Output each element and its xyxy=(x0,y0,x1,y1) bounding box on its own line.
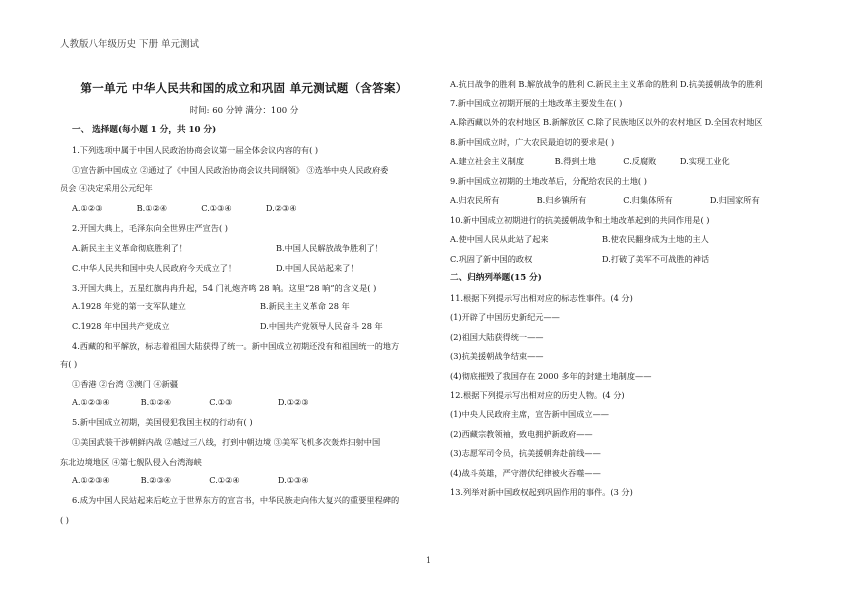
q13-stem: 13.列举对新中国政权起到巩固作用的事件。(3 分) xyxy=(450,487,633,497)
q9-option-a: A.归农民所有 xyxy=(450,195,500,205)
q4-option-b: B.①②④ xyxy=(140,397,172,407)
q4-option-d: D.①②③ xyxy=(277,397,309,407)
q1-option-b: B.①②④ xyxy=(136,203,168,213)
q2-option-b: B.中国人民解放战争胜利了！ xyxy=(276,243,383,253)
q10-option-d: D.打破了美军不可战胜的神话 xyxy=(602,254,710,264)
q4-option-a: A.①②③④ xyxy=(72,397,110,407)
q8-option-a: A.建立社会主义制度 xyxy=(450,156,525,166)
q2-option-d: D.中国人民站起来了！ xyxy=(276,263,359,273)
q1-option-d: D.②③④ xyxy=(265,203,297,213)
q5-option-d: D.①③④ xyxy=(277,475,309,485)
q11-item-4: (4)彻底摧毁了我国存在 2000 多年的封建土地制度—— xyxy=(450,371,652,381)
q8-options xyxy=(450,155,730,167)
q1-options xyxy=(72,202,297,214)
q9-option-d: D.归国家所有 xyxy=(709,195,760,205)
q1-items-line2: 员会 ④决定采用公元纪年 xyxy=(60,183,153,193)
q11-item-2: (2)祖国大陆获得统一—— xyxy=(450,332,544,342)
q6-stem-line1: 6.成为中国人民站起来后屹立于世界东方的宣言书，中华民族走向伟大复兴的重要里程碑的 xyxy=(72,495,400,505)
q10-option-b: B.使农民翻身成为土地的主人 xyxy=(602,234,709,244)
q5-option-c: C.①②④ xyxy=(209,475,240,485)
q2-stem: 2.开国大典上，毛泽东向全世界庄严宣告( ) xyxy=(72,223,228,233)
q5-items-line1: ①美国武装干涉朝鲜内战 ②越过三八线，打到中朝边境 ③美军飞机多次轰炸扫射中国 xyxy=(72,437,381,447)
q11-item-3: (3)抗美援朝战争结束—— xyxy=(450,351,544,361)
q6-options: A.抗日战争的胜利 B.解放战争的胜利 C.新民主主义革命的胜利 D.抗美援朝战争的胜利 xyxy=(450,79,763,89)
q5-items-line2: 东北边境地区 ④第七舰队侵入台湾海峡 xyxy=(60,457,202,467)
q12-item-3: (3)志愿军司令员，抗美援朝奔赴前线—— xyxy=(450,448,601,458)
q1-stem: 1.下列选项中属于中国人民政治协商会议第一届全体会议内容的有( ) xyxy=(72,145,319,155)
section-choice-heading: 一、 选择题(每小题 1 分，共 10 分) xyxy=(72,125,217,135)
q1-option-a: A.①②③ xyxy=(72,203,103,213)
q9-option-c: C.归集体所有 xyxy=(623,195,673,205)
q10-option-c: C.巩固了新中国的政权 xyxy=(450,254,533,264)
q4-stem-line1: 4.西藏的和平解放，标志着祖国大陆获得了统一。新中国成立初期还没有和祖国统一的地方 xyxy=(72,341,400,351)
q4-items: ①香港 ②台湾 ③澳门 ④新疆 xyxy=(72,379,179,389)
q6-stem-line2: ( ) xyxy=(60,515,69,525)
page-title: 第一单元 中华人民共和国的成立和巩固 单元测试题（含答案） xyxy=(80,81,408,95)
q8-option-c: C.反腐败 xyxy=(623,156,657,166)
q3-option-c: C.1928 年中国共产党成立 xyxy=(72,321,170,331)
exam-meta: 时间: 60 分钟 满分：100 分 xyxy=(189,106,299,116)
q5-option-a: A.①②③④ xyxy=(72,475,110,485)
q2-option-c: C.中华人民共和国中央人民政府今天成立了！ xyxy=(72,263,237,273)
q4-options xyxy=(72,396,309,408)
q10-stem: 10.新中国成立初期进行的抗美援朝战争和土地改革起到的共同作用是( ) xyxy=(450,215,710,225)
q3-option-d: D.中国共产党领导人民奋斗 28 年 xyxy=(260,321,383,331)
q3-option-a: A.1928 年党的第一支军队建立 xyxy=(72,301,186,311)
q5-option-b: B.②③④ xyxy=(140,475,172,485)
q7-options: A.除西藏以外的农村地区 B.新解放区 C.除了民族地区以外的农村地区 D.全国农村地区 xyxy=(450,117,763,127)
section-list-heading: 二、归纳列举题(15 分) xyxy=(450,273,542,283)
page-number: 1 xyxy=(426,556,432,565)
q12-item-4: (4)战斗英雄，严守潜伏纪律被火吞噬—— xyxy=(450,468,601,478)
q4-option-c: C.①③ xyxy=(209,397,233,407)
q2-option-a: A.新民主主义革命彻底胜利了！ xyxy=(72,243,187,253)
q8-option-b: B.得到土地 xyxy=(554,156,596,166)
q5-options xyxy=(72,474,309,486)
q11-item-1: (1)开辟了中国历史新纪元—— xyxy=(450,312,560,322)
q10-option-a: A.使中国人民从此站了起来 xyxy=(450,234,549,244)
q7-stem: 7.新中国成立初期开展的土地改革主要发生在( ) xyxy=(450,98,623,108)
q11-stem: 11.根据下列提示写出相对应的标志性事件。(4 分) xyxy=(450,293,633,303)
q3-stem: 3.开国大典上，五星红旗冉冉升起，54 门礼炮齐鸣 28 响。这里“28 响”的含义是( ) xyxy=(72,283,377,293)
header-note: 人教版八年级历史 下册 单元测试 xyxy=(60,39,200,50)
q3-option-b: B.新民主主义革命 28 年 xyxy=(260,301,350,311)
q5-stem: 5.新中国成立初期，美国侵犯我国主权的行动有( ) xyxy=(72,417,253,427)
q1-option-c: C.①③④ xyxy=(201,203,232,213)
q12-stem: 12.根据下列提示写出相对应的历史人物。(4 分) xyxy=(450,390,625,400)
q9-stem: 9.新中国成立初期的土地改革后，分配给农民的土地( ) xyxy=(450,176,647,186)
q4-stem-line2: 有( ) xyxy=(60,359,78,369)
q12-item-1: (1)中央人民政府主席，宣告新中国成立—— xyxy=(450,409,609,419)
q8-option-d: D.实现工业化 xyxy=(679,156,730,166)
q8-stem: 8.新中国成立时，广大农民最迫切的要求是( ) xyxy=(450,137,615,147)
q9-option-b: B.归乡镇所有 xyxy=(536,195,587,205)
q1-items-line1: ①宣告新中国成立 ②通过了《中国人民政治协商会议共同纲领》 ③选举中央人民政府委 xyxy=(72,165,389,175)
q9-options xyxy=(450,194,760,206)
q12-item-2: (2)西藏宗教领袖，致电拥护新政府—— xyxy=(450,429,593,439)
